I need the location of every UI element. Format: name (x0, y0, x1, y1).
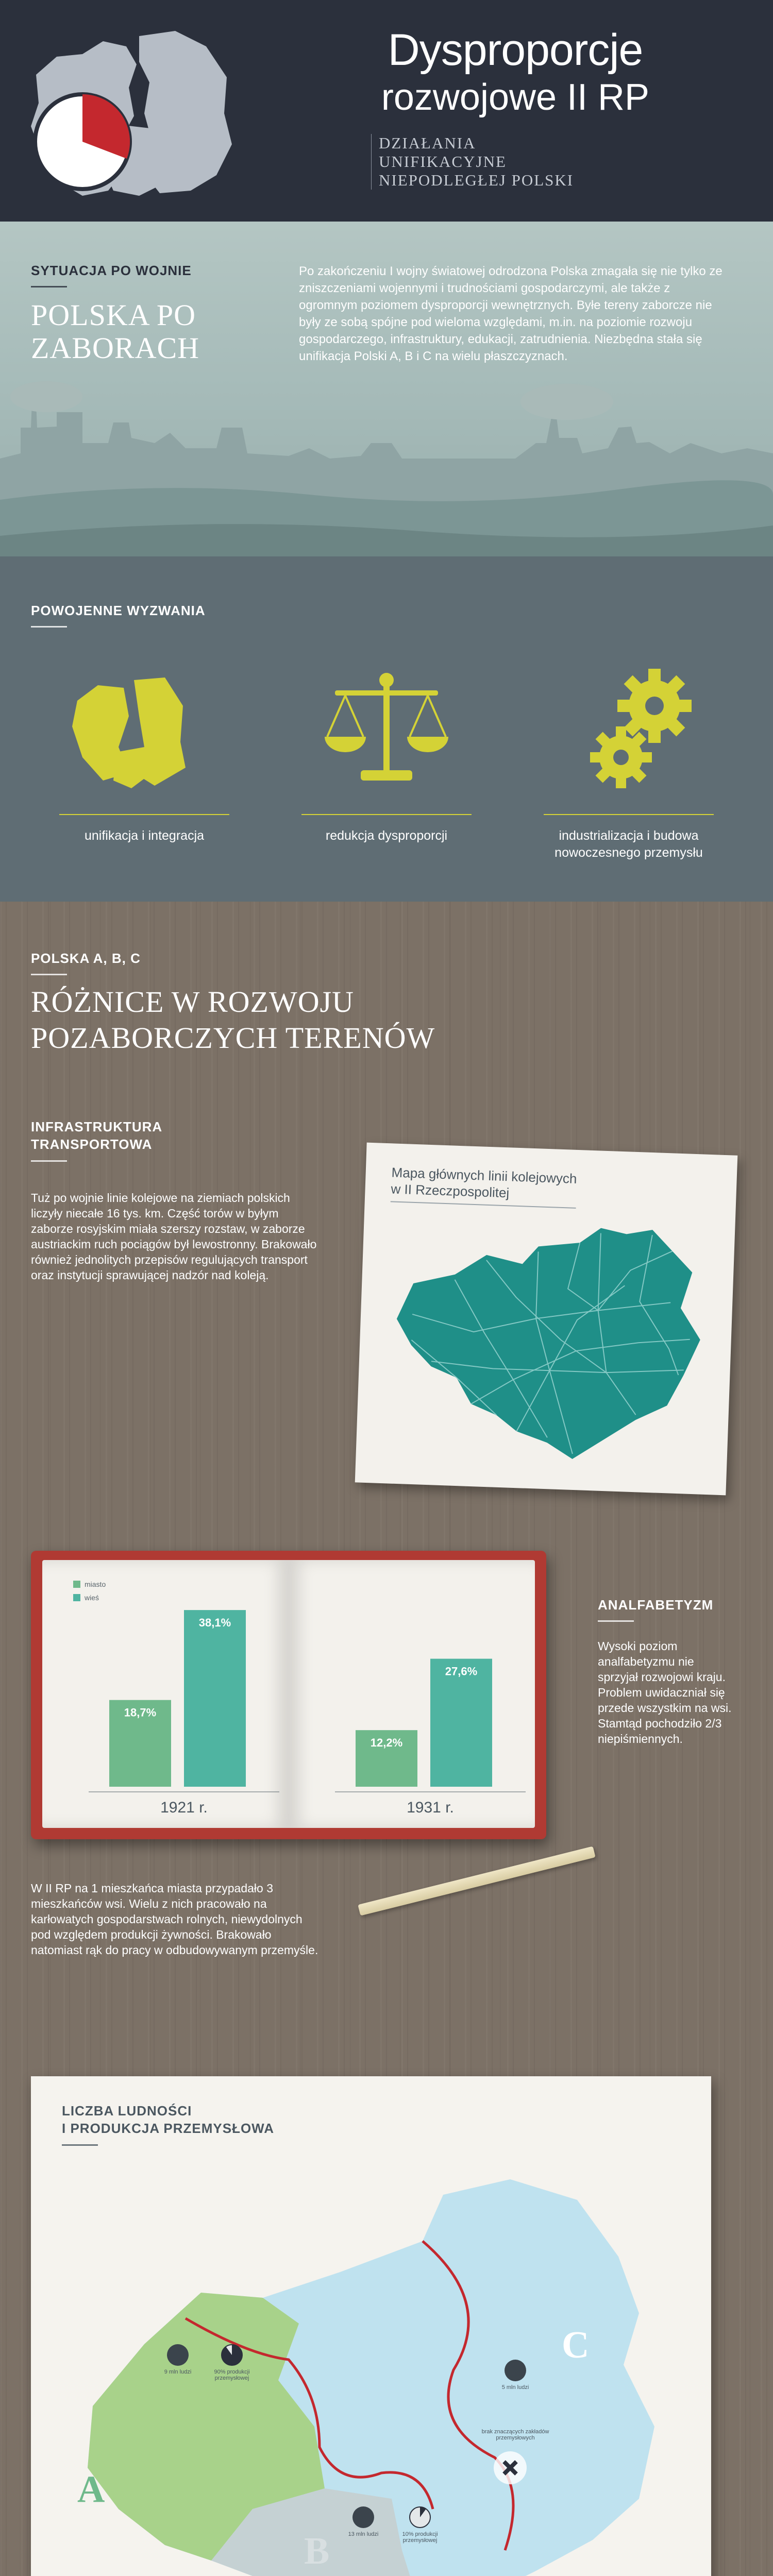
bar-value-label: 18,7% (124, 1706, 157, 1719)
villages-text: W II RP na 1 mieszkańca miasta przypadało 3 mieszkańców wsi. Wielu z nich pracowało na karłowatych gospodarstwach rolnych, niewydolnych pod względem produkcji żywności. Brakowało natomiast rąk do pracy w odbudowywanym przemyśle. (31, 1882, 318, 1957)
situation-tag: SYTUACJA PO WOJNIE (31, 263, 192, 287)
situation-heading-line2: ZABORACH (31, 331, 200, 365)
abc-heading-line2: POZABORCZYCH TERENÓW (31, 1021, 435, 1055)
population-tag-line2: I PRODUKCJA PRZEMYSŁOWA (62, 2121, 275, 2136)
scales-icon (320, 665, 453, 793)
zone-c-letter: C (562, 2324, 590, 2366)
bar-value-label: 12,2% (370, 1736, 403, 1750)
legend-swatch (73, 1594, 80, 1601)
zone-c-people: 5 mln ludzi (501, 2384, 529, 2391)
people-icon (352, 2506, 374, 2528)
rail-map-caption-line1: Mapa głównych linii kolejowych (391, 1164, 577, 1187)
zone-a-people: 9 mln ludzi (164, 2369, 192, 2375)
category-label: 1931 r. (407, 1799, 454, 1816)
page-title-line2: rozwojowe II RP (381, 77, 650, 118)
illiteracy-bar (430, 1659, 492, 1787)
map-pieces-icon (67, 670, 191, 793)
illiteracy-tag: ANALFABETYZM (598, 1597, 713, 1622)
poland-partition-map-icon (21, 26, 242, 211)
zone-a-letter: A (77, 2468, 105, 2511)
situation-text: Po zakończeniu I wojny światowej odrodzona Polska zmagała się nie tylko ze zniszczeniami wojennymi i trudnościami gospodarczymi, ale także z ogromnym poziomem dysproporcji wewnętrznych. Byłe tereny zaborcze nie były ze sobą spójne pod wieloma względami, m.in. na poziomie rozwoju gospodarczego, infrastruktury, edukacji, zatrudnienia. Niezbędna stała się unifikacja Polski A, B i C na wielu płaszczyznach. (299, 264, 722, 363)
situation-section (0, 222, 773, 556)
illiteracy-bar (184, 1610, 246, 1787)
bar-value-label: 38,1% (198, 1616, 231, 1630)
bar-value-label: 27,6% (445, 1665, 478, 1678)
people-icon (505, 2360, 526, 2381)
infrastructure-tag-line1: INFRASTRUKTURA (31, 1119, 163, 1134)
header-section (0, 0, 773, 222)
legend-label: wieś (85, 1594, 99, 1602)
people-icon (167, 2344, 189, 2366)
abc-tag: POLSKA A, B, C (31, 951, 141, 975)
challenge-label: industrializacja i budowa nowoczesnego przemysłu (554, 828, 703, 860)
zone-a-industry: 90% produkcji przemysłowej (214, 2369, 250, 2381)
challenge-label: redukcja dysproporcji (325, 828, 448, 843)
page-subtitle-line2: UNIFIKACYJNE (379, 152, 507, 171)
page-title: Dysproporcje (388, 25, 643, 75)
rail-map-caption-line2: w II Rzeczpospolitej (391, 1181, 510, 1201)
infrastructure-tag-line2: TRANSPORTOWA (31, 1137, 153, 1152)
challenge-item (283, 814, 490, 861)
page-subtitle-line1: DZIAŁANIA (379, 134, 476, 152)
challenge-label: unifikacja i integracja (84, 828, 205, 843)
abc-heading-line1: RÓŻNICE W ROZWOJU (31, 985, 355, 1019)
category-label: 1921 r. (160, 1799, 208, 1816)
illiteracy-text: Wysoki poziom analfabetyzmu nie sprzyjał rozwojowi kraju. Problem uwidaczniał się przede wszystkim na wsi. Stamtąd pochodziło 2/3 niepiśmiennych. (598, 1639, 732, 1745)
illiteracy-book (31, 1551, 546, 1839)
challenges-tag: POWOJENNE WYZWANIA (31, 603, 206, 628)
zone-c-industry: brak znaczących zakładów przemysłowych (481, 2429, 549, 2441)
challenges-section (0, 556, 773, 902)
population-tag-line1: LICZBA LUDNOŚCI (62, 2103, 192, 2119)
ruined-landscape-illustration (0, 366, 773, 556)
differences-section (0, 902, 773, 2576)
challenge-item (526, 814, 732, 861)
rail-network-map (376, 1210, 715, 1479)
challenge-item (41, 814, 247, 861)
infrastructure-text: Tuż po wojnie linie kolejowe na ziemiach polskich liczyły niecałe 16 tys. km. Część torów w byłym zaborze rosyjskim miała szerszy rozstaw, w zaborze austriackim ruch pociągów był lewostronny. Brakowało również jednolitych przepisów regulujących transport oraz instytucji sprawującej nadzór nad koleją. (31, 1191, 317, 1282)
legend-swatch (73, 1581, 80, 1588)
zone-b-industry: 10% produkcji przemysłowej (402, 2531, 438, 2544)
legend-label: miasto (85, 1580, 106, 1588)
industry-pie-icon (409, 2506, 431, 2528)
population-card (31, 2076, 711, 2576)
zone-b-people: 13 mln ludzi (348, 2531, 379, 2537)
situation-heading-line1: POLSKA PO (31, 298, 196, 332)
zone-b-letter: B (304, 2530, 330, 2572)
infrastructure-tag (31, 1118, 162, 1162)
illiteracy-chart (42, 1560, 535, 1828)
rail-map-card (355, 1143, 738, 1496)
gears-icon (577, 665, 706, 799)
pencil-decoration (358, 1846, 595, 1916)
page-subtitle-line3: NIEPODLEGŁEJ POLSKI (379, 171, 574, 189)
industry-pie-icon (221, 2344, 243, 2366)
